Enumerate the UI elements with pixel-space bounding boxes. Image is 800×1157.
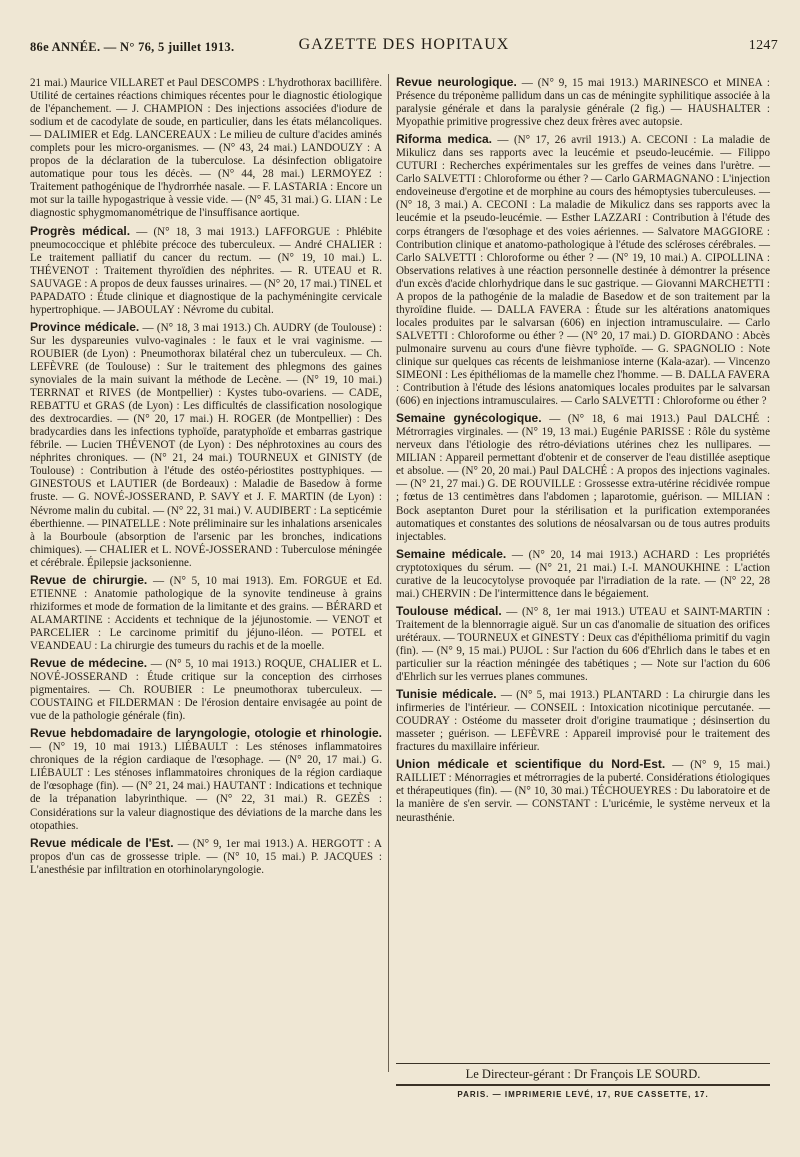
review-entry bbox=[30, 76, 382, 221]
entry-text: — (N° 5, mai 1913.) PLANTARD : La chirurgie dans les infirmeries de l'intérieur. — CONSEIL : Intoxication nicotinique percutanée. — COUDRAY : Ostéome du masseter droit d'origine traumatique ; désinsertion du masseter ; guérison. — LEFÈVRE : Appareil improvisé pour le traitement des fractures du maxillaire inférieur. bbox=[396, 689, 770, 754]
entry-text: — (N° 18, 3 mai 1913.) LAFFORGUE : Phlébite pneumococcique et phlébite précoce des tuberculeux. — André CHALIER : Le traitement palliatif du cancer du rectum. — (N° 19, 10 mai.) L. THÉVENOT : Traitement thyroïdien des néphrites. — R. UTEAU et R. SAUVAGE : A propos de deux fausses urinaires. — (N° 20, 17 mai.) TINEL et PAPADATO : Étude clinique et diagnostique de la pachyméningite cervicale hypertrophique. — JABOULAY : Névrome du cubital. bbox=[30, 225, 382, 316]
review-entry bbox=[30, 837, 382, 877]
review-entry bbox=[30, 574, 382, 653]
director-line: Le Directeur-gérant : Dr François LE SOURD. bbox=[465, 1067, 701, 1081]
entry-text: — (N° 19, 10 mai 1913.) LIÉBAULT : Les sténoses inflammatoires chroniques de la région cardiaque de l'œsophage. — (N° 20, 17 mai.) G. LIÉBAULT : Les sténoses inflammatoires chroniques de la région cardiaque de l'œsophage (fin). — (N° 21, 24 mai.) HAUTANT : Indications et technique de la trépanation labyrinthique. — (N° 22, 31 mai.) R. GEZÈS : Considérations sur la valeur diagnostique des déviations de la marche dans les otopathies. bbox=[30, 741, 382, 832]
journal-heading: Revue de médecine. bbox=[30, 656, 148, 671]
journal-heading: Revue de chirurgie. bbox=[30, 572, 148, 587]
journal-heading: Riforma medica. bbox=[396, 132, 493, 147]
journal-heading: Revue neurologique. bbox=[396, 75, 517, 89]
review-entry bbox=[396, 133, 770, 408]
footer-rule-top bbox=[396, 1063, 770, 1064]
review-entry bbox=[396, 548, 770, 601]
journal-heading: Semaine médicale. bbox=[396, 546, 507, 561]
review-entry bbox=[30, 727, 382, 832]
issue-line: 86e ANNÉE. — N° 76, 5 juillet 1913. bbox=[30, 40, 235, 54]
right-column bbox=[396, 76, 770, 829]
review-entry bbox=[30, 321, 382, 570]
left-column bbox=[30, 76, 382, 881]
journal-heading: Province médicale. bbox=[30, 319, 140, 334]
review-entry bbox=[396, 412, 770, 543]
column-divider bbox=[388, 74, 389, 1072]
entry-text: — (N° 8, 1er mai 1913.) UTEAU et SAINT-MARTIN : Traitement de la blennorragie aiguë. Sur un cas d'anomalie de situation des orifices urétéraux. — TOURNEUX et GINESTY : Deux cas d'épithélioma primitif du vagin (fin). — (N° 9, 15 mai.) PUJOL : Sur l'action du 606 d'Ehrlich dans le tabes et en particulier sur la réaction méningée des tabétiques ; — Note sur l'action du 606 d'Ehrlich sur les verrues planes communes. bbox=[396, 605, 770, 684]
footer-rule-bottom bbox=[396, 1084, 770, 1086]
entry-text: — (N° 9, 15 mai.) RAILLIET : Ménorragies et métrorragies de la puberté. Considérations étiologiques et thérapeutiques (fin). — (N° 10, 30 mai.) TÉCHOUEYRES : Du laboratoire et de la manière de s'en servir. — CONSTANT : L'uricémie, le système nerveux et la neurasthénie. bbox=[396, 759, 770, 824]
entry-text: — (N° 9, 15 mai 1913.) MARINESCO et MINEA : Présence du tréponème pallidum dans un cas de méningite syphilitique associée à la paralysie générale et dans la paralysie générale (2 fig.) — HAUSHALTER : Myopathie primitive progressive chez deux frères avec autopsie. bbox=[396, 77, 770, 129]
review-entry bbox=[396, 688, 770, 754]
journal-heading: Tunisie médicale. bbox=[396, 687, 497, 702]
journal-heading: Toulouse médical. bbox=[396, 603, 502, 618]
review-entry bbox=[396, 758, 770, 824]
entry-text: — (N° 17, 26 avril 1913.) A. CECONI : La maladie de Mikulicz dans ses rapports avec la leucémie et pseudo-leucémie. — Filippo CUTURI : Recherches expérimentales sur les greffes de veines dans l'urètre. — Carlo SALVETTI : Chloroforme ou éther ? — Carlo GARMAGNANO : L'injection endoveineuse d'ergotine et de morphine au cours des hémoptysies tuberculeuses. — (N° 18, 3 mai.) A. CECONI : La maladie de Mikulicz dans ses rapports avec la leucémie et la pseudo-leucémie. — Esther LAZZARI : Contribution à l'étude des corps étrangers de l'œsophage et des voies aériennes. — Salvatore MAGGIORE : Contribution clinique et anatomo-pathologique à l'étude des scléroses cérébrales. — Carlo SALVETTI : Chloroforme ou éther ? — (N° 19, 10 mai.) A. CIPOLLINA : Observations relatives à une réaction personnelle destinée à démontrer la présence d'un excès d'acide chlorhydrique dans le suc gastrique. — Giovanni MARCHETTI : A propos de la pathogénie de la maladie de Basedow et de son traitement par la thyroïdine fluide. — DALLA FAVERA : Étude sur les altérations anatomiques locales produites par le salvarsan (606) en injection intramusculaire. — Carlo SALVETTI : Chloroforme ou éther ? — (N° 20, 17 mai.) D. GIORDANO : Abcès pulmonaire survenu au cours d'une fièvre typhoïde. — G. SPAGNOLIO : Note clinique sur quelques cas récents de leishmaniose interne (Kala-azar). — Vincenzo SIMEONI : Les épithéliomas de la mamelle chez l'homme. — B. DALLA FAVERA : Contribution à l'étude des lésions anatomiques locales produites par le salvarsan (606) en injections intramusculaires. — Carlo SALVETTI : Chloroforme ou éther ? bbox=[396, 134, 770, 408]
review-entry bbox=[396, 76, 770, 129]
entry-text: — (N° 18, 3 mai 1913.) Ch. AUDRY (de Toulouse) : Sur les dyspareunies vulvo-vaginales : le faux et le vrai vaginisme. — ROUBIER (de Lyon) : Pneumothorax bilatéral chez un tuberculeux. — Ch. LEFÈVRE (de Toulouse) : Sur le traitement des phlegmons des gaines synoviales de la main suivant la méthode de Lecène. — (N° 19, 10 mai.) TERRNAT et RIVES (de Montpellier) : Kystes tubo-ovariens. — CADE, REBATTU et GRAS (de Lyon) : Les difficultés de classification nosologique des dextrocardies. — (N° 20, 17 mai.) H. ROGER (de Montpellier) : Des bradycardies dans les infections typhoïde, paratyphoïde et embarras gastrique fébrile. — Lucien THÉVENOT (de Lyon) : Des néphrotoxines au cours des néphrites chroniques. — (N° 21, 24 mai.) TOURNEUX et GINISTY (de Toulouse) : Contribution à l'étude des ostéo-périostites posttyphiques. — GINESTOUS et LAUTIER (de Bordeaux) : Maladie de Basedow à forme fruste. — G. NOVÉ-JOSSERAND, P. SAVY et J. F. MARTIN (de Lyon) : Névrome malin du cubital. — (N° 22, 31 mai.) V. AUDIBERT : La septicémie éberthienne. — PINATELLE : Note préliminaire sur les inhalations arsenicales à la Bourboule (absorption de l'arsenic par les bronches, indications chimiques). — CHALIER et L. NOVÉ-JOSSERAND : Tuberculose méningée et cérébrale. Épilepsie jacksonienne. bbox=[30, 321, 382, 569]
entry-text: — (N° 9, 1er mai 1913.) A. HERGOTT : A propos d'un cas de grossesse triple. — (N° 10, 15 mai.) P. JACQUES : L'anesthésie par infiltration en otorhinolaryngologie. bbox=[30, 837, 382, 876]
journal-heading: Union médicale et scientifique du Nord-Est. bbox=[396, 757, 666, 772]
entry-text: — (N° 5, 10 mai 1913). Em. FORGUE et Ed. ETIENNE : Anatomie pathologique de la synovite tendineuse à grains rhiziformes et mode de formation de la limitante et des grains. — BÉRARD et ALAMARTINE : Accidents et technique de la jéjunostomie. — VENOT et PARCELIER : Le carcinome primitif du jéjuno-iléon. — POTEL et VEANDEAU : La chirurgie des tumeurs du rachis et de la moelle. bbox=[30, 574, 382, 652]
entry-text: 21 mai.) Maurice VILLARET et Paul DESCOMPS : L'hydrothorax bacillifère. Utilité de certaines réactions chimiques récentes pour le diagnostic étiologique de l'épanchement. — J. CHAMPION : Des injections associées d'iodure de sodium et de cacodylate de soude, en particulier, dans les états mélancoliques. — DALIMIER et Edg. LANCEREAUX : Le milieu de culture d'acides aminés complets pour les micro-organismes. — (N° 43, 24 mai.) LANDOUZY : A propos de la déclaration de la tuberculose. La désinfection obligatoire automatique pour tous les décès. — (N° 44, 28 mai.) LERMOYEZ : Traitement pathogénique de l'hydrorrhée nasale. — F. LASTARIA : Encore un mot sur la taille hypogastrique à vessie vide. — (N° 45, 31 mai.) G. LIAN : Le diagnostic sphygmomanométrique de l'insuffisance aortique. bbox=[30, 77, 382, 220]
printer-line: PARIS. — IMPRIMERIE LEVÉ, 17, RUE CASSETTE, 17. bbox=[457, 1090, 709, 1099]
journal-title: GAZETTE DES HOPITAUX bbox=[298, 36, 510, 53]
journal-heading: Revue hebdomadaire de laryngologie, otologie et rhinologie. bbox=[30, 726, 382, 741]
entry-text: — (N° 5, 10 mai 1913.) ROQUE, CHALIER et L. NOVÉ-JOSSERAND : Étude critique sur la conception des cirrhoses pigmentaires. — Ch. ROUBIER : Le pneumothorax tuberculeux. — COUSTAING et FILDERMAN : De l'érosion dentaire envisagée au point de vue de la pathologie générale (fin). bbox=[30, 658, 382, 723]
review-entry bbox=[30, 657, 382, 723]
journal-heading: Progrès médical. bbox=[30, 223, 131, 238]
journal-heading: Semaine gynécologique. bbox=[396, 411, 542, 426]
review-entry bbox=[30, 225, 382, 317]
entry-text: — (N° 18, 6 mai 1913.) Paul DALCHÉ : Métrorragies virginales. — (N° 19, 13 mai.) Eugénie PARISSE : Rôle du système nerveux dans l'étiologie des rétro-déviations utérines chez les nullipares. — MILIAN : Appareil permettant d'obtenir et de conserver de l'eau distillée aseptique et absolue. — (N° 20, 20 mai.) Paul DALCHÉ : A propos des injections vaginales. — (N° 21, 27 mai.) G. DE ROUVILLE : Grossesse extra-utérine récidivée rompue ; fœtus de 13 centimètres dans l'abdomen ; laparotomie, guérison. — MILIAN : Bock aseptanton Duret pour la stérilisation et la purification extemporanées automatiques et constantes des solutions de néosalvarsan ou de tous autres produits injectables. bbox=[396, 413, 770, 543]
review-entry bbox=[396, 605, 770, 684]
page-header bbox=[30, 36, 778, 60]
journal-heading: Revue médicale de l'Est. bbox=[30, 835, 174, 850]
entry-text: — (N° 20, 14 mai 1913.) ACHARD : Les propriétés cryptotoxiques du sérum. — (N° 21, 21 mai.) I.-I. MANOUKHINE : L'action curative de la leucocytolyse provoquée par l'irradiation de la rate. — (N° 22, 28 mai.) CHERVIN : De l'intermittence dans le bégaiement. bbox=[396, 548, 771, 600]
page-number: 1247 bbox=[748, 38, 778, 53]
